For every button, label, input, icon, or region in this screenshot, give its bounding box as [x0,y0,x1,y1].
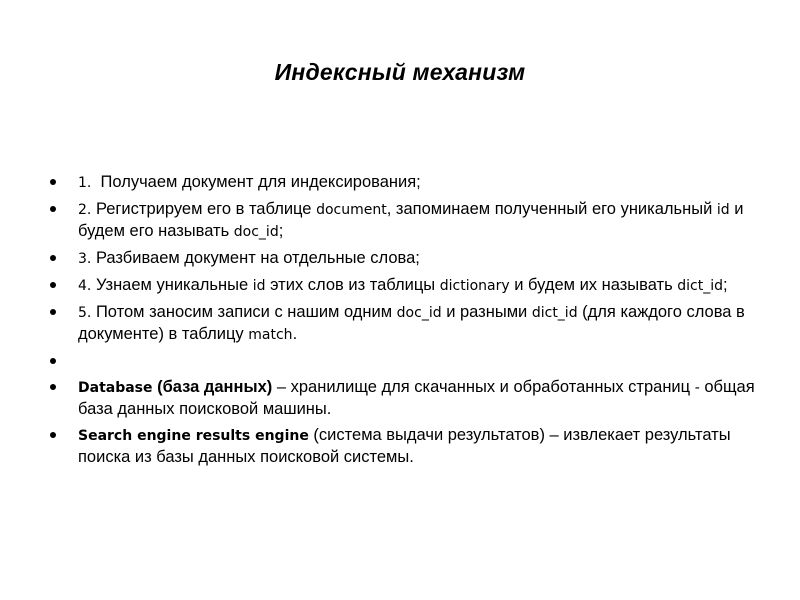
item-text: и будем их называть [509,276,678,294]
definition-text: (система выдачи результатов) – извлекает результаты поиска из базы данных поисковой системы. [78,426,736,466]
definition-text: – хранилище для скачанных и обработанных страниц [272,378,695,396]
list-item-2 [48,199,764,243]
field-name: id [716,202,730,218]
item-number: 3. [78,251,92,267]
bullet-dot [50,384,56,390]
item-text: Узнаем уникальные [91,276,253,294]
list-item-5 [48,302,764,346]
definition-term: Database [78,380,153,396]
item-text: (для каждого слова в документе) в таблицу [78,303,750,343]
item-text: и разными [441,303,532,321]
definition-term-ru: (база данных) [152,378,273,396]
bullet-dot [50,179,56,185]
item-text: Потом заносим записи с нашим одним [91,303,397,321]
table-name: document [316,202,387,218]
bullet-dot [50,206,56,212]
list-item-3 [48,248,764,270]
item-number: 1. [78,175,92,191]
definition-dash: - [694,380,700,396]
item-number: 4. [78,278,92,294]
item-text: . [292,325,298,343]
bullet-dot [50,255,56,261]
table-name: dictionary [439,278,510,294]
field-name: dict_id [531,305,578,321]
item-text: этих слов из таблицы [265,276,440,294]
slide-title: Индексный механизм [274,59,526,85]
definition-term: Search engine results engine [78,428,309,444]
item-text: Регистрируем его в таблице [91,200,317,218]
item-number: 5. [78,305,92,321]
field-name: id [252,278,266,294]
definition-text: общая база данных поисковой машины. [78,378,760,418]
bullet-dot [50,309,56,315]
bullet-dot [50,282,56,288]
bullet-dot [50,358,56,364]
item-number: 2. [78,202,92,218]
item-text: Получаем документ для индексирования; [91,173,421,191]
definition-database [48,377,764,420]
item-text: ; [278,222,284,240]
item-text: , запоминаем полученный его уникальный [386,200,717,218]
bullet-list [48,172,764,473]
list-item-4 [48,275,764,297]
bullet-dot [50,432,56,438]
table-name: match [248,327,293,343]
field-name: doc_id [396,305,442,321]
item-text: Разбиваем документ на отдельные слова; [91,249,420,267]
definition-search-engine [48,425,764,468]
item-text: и будем его называть [78,200,749,240]
item-text: ; [723,276,728,294]
list-item-1 [48,172,764,194]
list-item-empty [48,351,764,372]
field-name: doc_id [233,224,279,240]
field-name: dict_id [677,278,724,294]
